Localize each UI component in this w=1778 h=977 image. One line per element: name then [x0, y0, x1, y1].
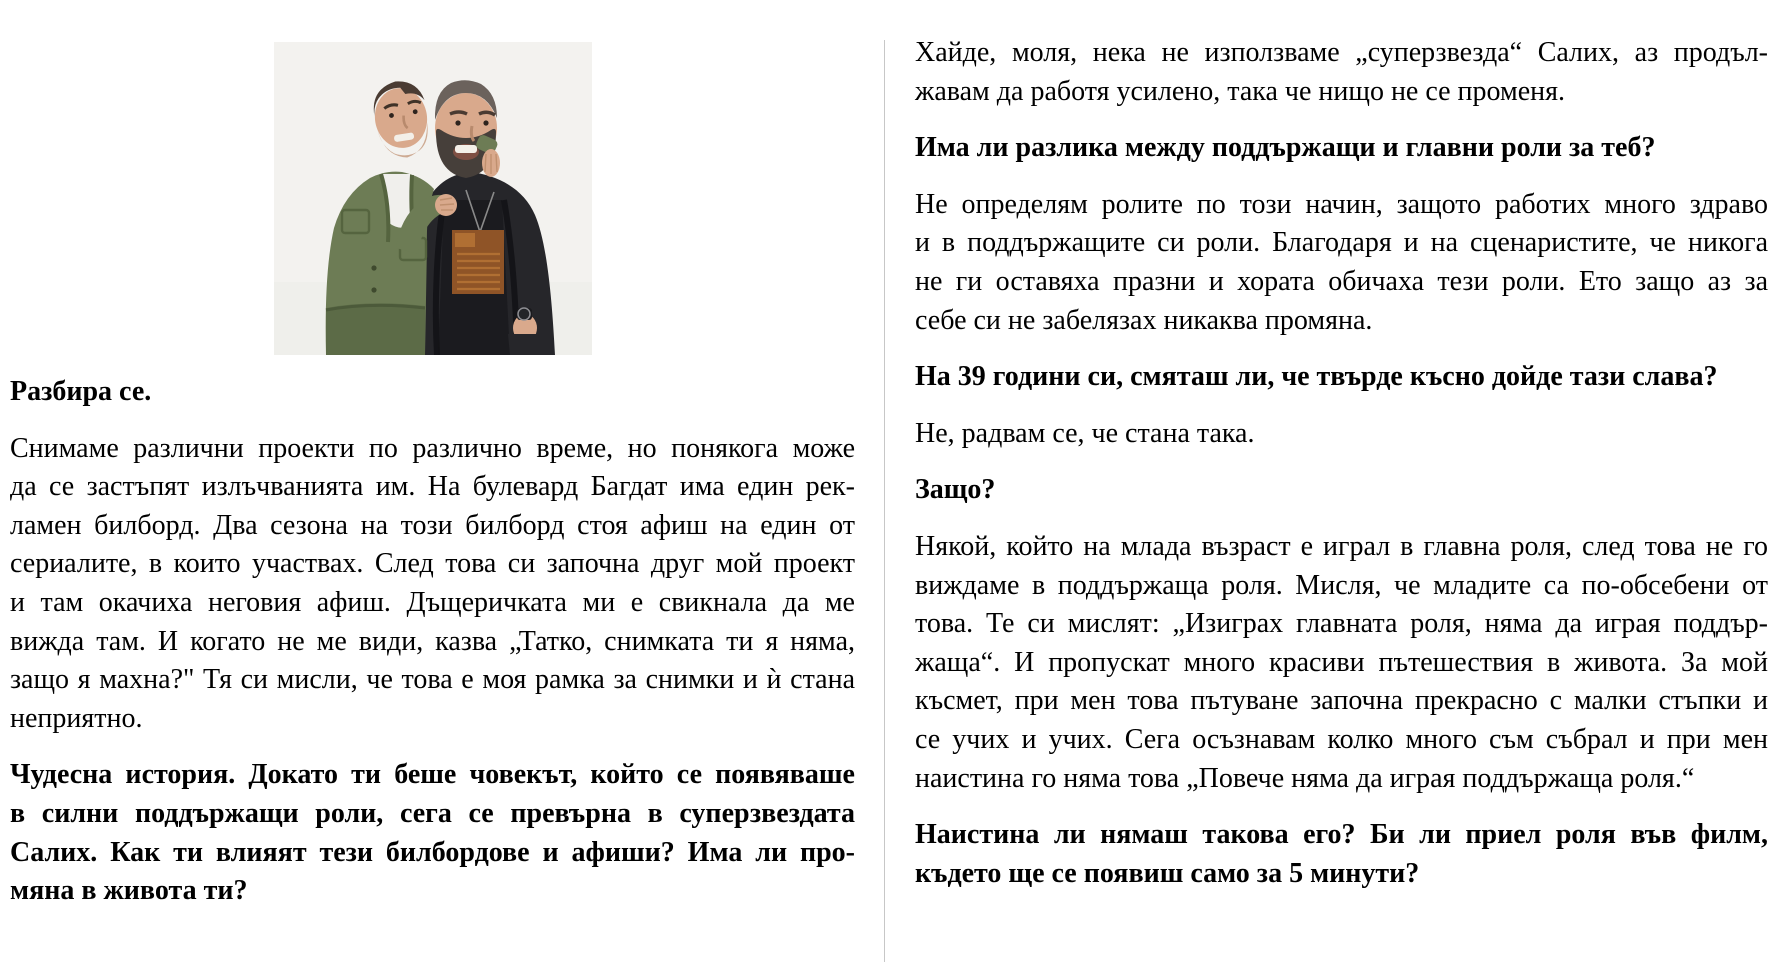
- text-line: неприятно.: [10, 702, 143, 734]
- text-line: Салих. Как ти влияят тези билбордове и афиши? Има ли про-: [10, 836, 855, 868]
- text-line: Не определям ролите по този начин, защото работих много здраво: [915, 188, 1768, 220]
- text-line: Снимаме различни проекти по различно време, но понякога може: [10, 432, 855, 464]
- heading-line: На 39 години си, смяташ ли, че твърде късно дойде тази слава?: [915, 361, 1718, 393]
- text-line: и там окачиха неговия афиш. Дъщеричката ми е свикнала да ме: [10, 586, 855, 618]
- question-heading: [10, 373, 855, 412]
- body-paragraph: [915, 186, 1768, 340]
- left-column: [10, 0, 855, 911]
- text-line: късмет, при мен това пътуване започна прекрасно с малки стъпки и: [915, 685, 1768, 717]
- text-line: това. Те си мислят: „Изиграх главната роля, няма да играя поддър-: [915, 608, 1768, 640]
- body-paragraph: [10, 756, 855, 910]
- text-line: Хайде, моля, нека не използваме „суперзвезда“ Салих, аз продъл-: [915, 37, 1768, 68]
- text-line: себе си не забелязах никаква промяна.: [915, 304, 1373, 336]
- text-line: не ги оставяха празни и хората обичаха тези роли. Ето защо аз за: [915, 265, 1768, 297]
- text-line: където ще се появиш само за 5 минути?: [915, 857, 1420, 889]
- body-paragraph: [915, 816, 1768, 893]
- question-heading: [915, 358, 1768, 397]
- question-heading: [915, 471, 1768, 510]
- text-line: сериалите, в които участвах. След това си започна друг мой проект: [10, 548, 855, 580]
- body-paragraph: [915, 415, 1768, 454]
- heading-line: Разбира се.: [10, 376, 152, 407]
- text-line: Някой, който на млада възраст е играл в главна роля, след това не го: [915, 530, 1768, 562]
- text-line: защо я махна?" Тя си мисли, че това е моя рамка за снимки и ѝ стана: [10, 664, 855, 696]
- text-line: Чудесна история. Докато ти беше човекът, който се появяваше: [10, 759, 855, 791]
- body-paragraph: [915, 528, 1768, 798]
- text-line: и в поддържащите си роли. Благодаря и на сценаристите, че никога: [915, 227, 1768, 259]
- text-line: жаща“. И пропускат много красиви пътешествия в живота. За мой: [915, 646, 1768, 678]
- interview-photo: [274, 42, 592, 355]
- text-line: жавам да работя усилено, така че нищо не се променя.: [915, 75, 1566, 107]
- text-line: вижда там. И когато не ме види, казва „Татко, снимката ти я няма,: [10, 625, 855, 657]
- body-paragraph: [10, 430, 855, 739]
- text-line: мяна в живота ти?: [10, 875, 248, 907]
- text-line: виждаме в поддържаща роля. Мисля, че младите са по-обсебени от: [915, 569, 1768, 601]
- text-line: в силни поддържащи роли, сега се превърна в суперзвездата: [10, 797, 855, 829]
- text-line: да се застъпят излъчванията им. На булевард Багдат има един рек-: [10, 471, 855, 503]
- photo-illustration: [274, 42, 592, 355]
- text-line: наистина го няма това „Повече няма да играя поддържаща роля.“: [915, 762, 1695, 794]
- text-line: Не, радвам се, че стана така.: [915, 417, 1255, 449]
- text-line: Наистина ли нямаш такова его? Би ли приел роля във филм,: [915, 819, 1768, 851]
- text-line: се учих и учих. Сега осъзнавам колко много съм събрал и при мен: [915, 723, 1768, 755]
- heading-line: Има ли разлика между поддържащи и главни роли за теб?: [915, 132, 1656, 164]
- right-column: [915, 0, 1768, 893]
- column-divider: [884, 40, 885, 962]
- body-paragraph: [915, 34, 1768, 111]
- text-line: ламен билборд. Два сезона на този билборд стоя афиш на един от: [10, 509, 855, 541]
- question-heading: [915, 129, 1768, 168]
- heading-line: Защо?: [915, 474, 996, 506]
